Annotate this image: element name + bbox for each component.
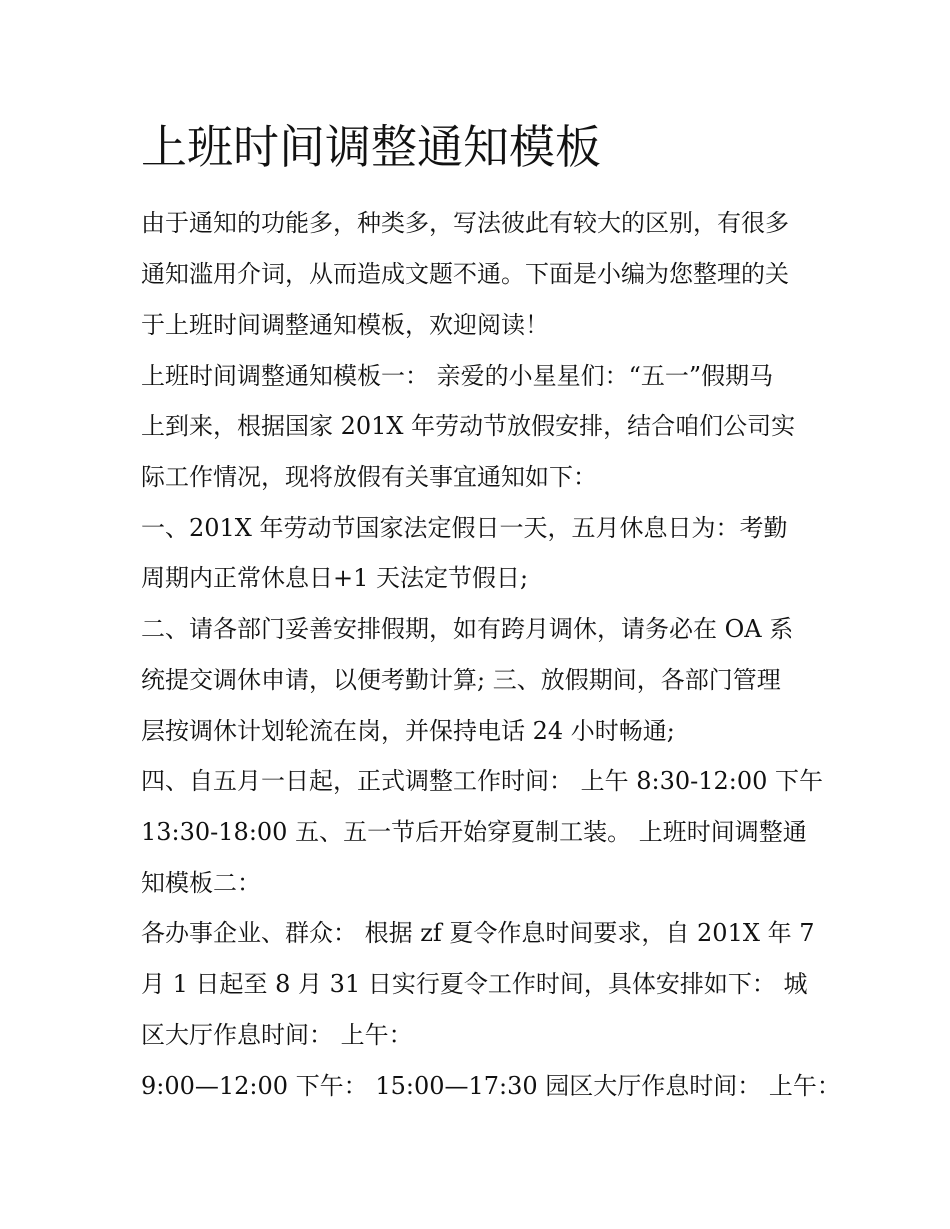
body-line-14: 知模板二：: [141, 869, 261, 897]
body-line-18: 9:00—12:00 下午： 15:00—17:30 园区大厅作息时间： 上午：: [141, 1072, 841, 1100]
body-line-16: 月 1 日起至 8 月 31 日实行夏令工作时间，具体安排如下： 城: [141, 970, 808, 998]
body-line-6: 际工作情况，现将放假有关事宜通知如下：: [141, 463, 597, 491]
body-line-17: 区大厅作息时间： 上午：: [141, 1021, 413, 1049]
body-line-9: 二、请各部门妥善安排假期，如有跨月调休，请务必在 OA 系: [141, 615, 794, 643]
body-line-13: 13:30-18:00 五、五一节后开始穿夏制工装。 上班时间调整通: [141, 818, 807, 846]
body-line-1: 由于通知的功能多，种类多，写法彼此有较大的区别，有很多: [141, 209, 789, 237]
body-line-3: 于上班时间调整通知模板，欢迎阅读！: [141, 311, 549, 339]
body-line-10: 统提交调休申请，以便考勤计算; 三、放假期间，各部门管理: [141, 666, 781, 694]
page-title: 上班时间调整通知模板: [141, 120, 601, 174]
body-line-2: 通知滥用介词，从而造成文题不通。下面是小编为您整理的关: [141, 260, 789, 288]
body-line-12: 四、自五月一日起，正式调整工作时间： 上午 8:30-12:00 下午: [141, 767, 824, 795]
body-line-7: 一、201X 年劳动节国家法定假日一天，五月休息日为：考勤: [141, 514, 788, 542]
body-line-8: 周期内正常休息日+1 天法定节假日;: [141, 564, 529, 592]
body-line-15: 各办事企业、群众： 根据 zf 夏令作息时间要求，自 201X 年 7: [141, 919, 815, 947]
body-line-4: 上班时间调整通知模板一： 亲爱的小星星们：“五一”假期马: [141, 362, 774, 390]
body-line-11: 层按调休计划轮流在岗，并保持电话 24 小时畅通;: [141, 717, 675, 745]
body-line-5: 上到来，根据国家 201X 年劳动节放假安排，结合咱们公司实: [141, 412, 796, 440]
